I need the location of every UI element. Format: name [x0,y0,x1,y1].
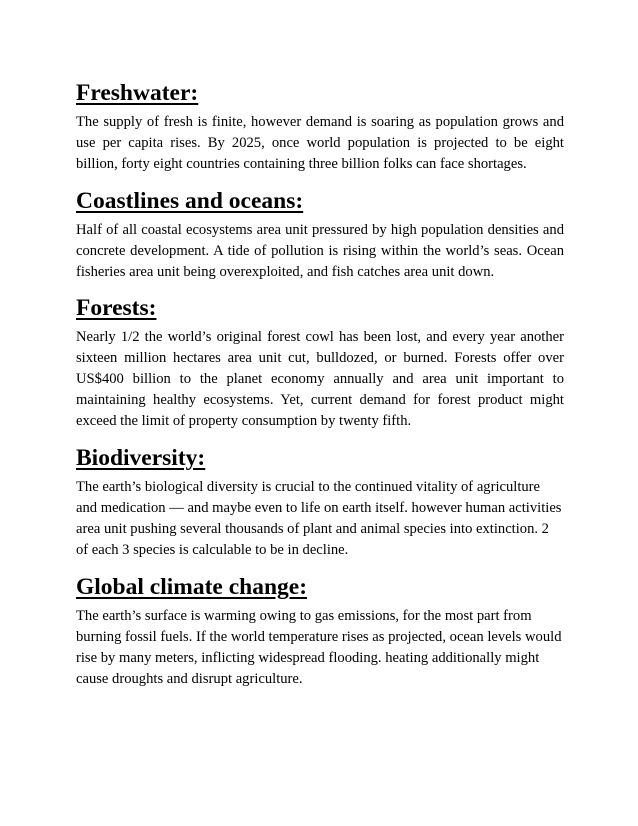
document-page [76,78,564,690]
section-coastlines-oceans [76,186,564,283]
paragraph-freshwater: The supply of fresh is finite, however demand is soaring as population grows and use per capita rises. By 2025, once world population is projected to be eight billion, forty eight countries containing three billion folks can face shortages. [76,114,564,172]
paragraph-global-climate-change: The earth’s surface is warming owing to gas emissions, for the most part from burning fossil fuels. If the world temperature rises as projected, ocean levels would rise by many meters, inflicting widespread flooding. heating additionally might cause droughts and disrupt agriculture. [76,608,562,687]
heading-coastlines-oceans: Coastlines and oceans: [76,188,304,214]
paragraph-coastlines-oceans: Half of all coastal ecosystems area unit pressured by high population densities and concrete development. A tide of pollution is rising within the world’s seas. Ocean fisheries area unit being overexploited, and fish catches area unit down. [76,222,564,280]
heading-freshwater: Freshwater: [76,80,199,106]
section-forests [76,293,564,432]
section-freshwater [76,78,564,175]
heading-forests: Forests: [76,295,157,321]
section-biodiversity [76,443,564,561]
heading-global-climate-change: Global climate change: [76,574,308,600]
paragraph-forests: Nearly 1/2 the world’s original forest cowl has been lost, and every year another sixteen million hectares area unit cut, bulldozed, or burned. Forests offer over US$400 billion to the planet economy annually and area unit important to maintaining healthy ecosystems. Yet, current demand for forest product might exceed the limit of property consumption by twenty fifth. [76,329,564,429]
paragraph-biodiversity: The earth’s biological diversity is crucial to the continued vitality of agriculture and medication — and maybe even to life on earth itself. however human activities area unit pushing several thousands of plant and animal species into extinction. 2 of each 3 species is calculable to be in decline. [76,479,562,558]
section-global-climate-change [76,572,564,690]
heading-biodiversity: Biodiversity: [76,445,206,471]
